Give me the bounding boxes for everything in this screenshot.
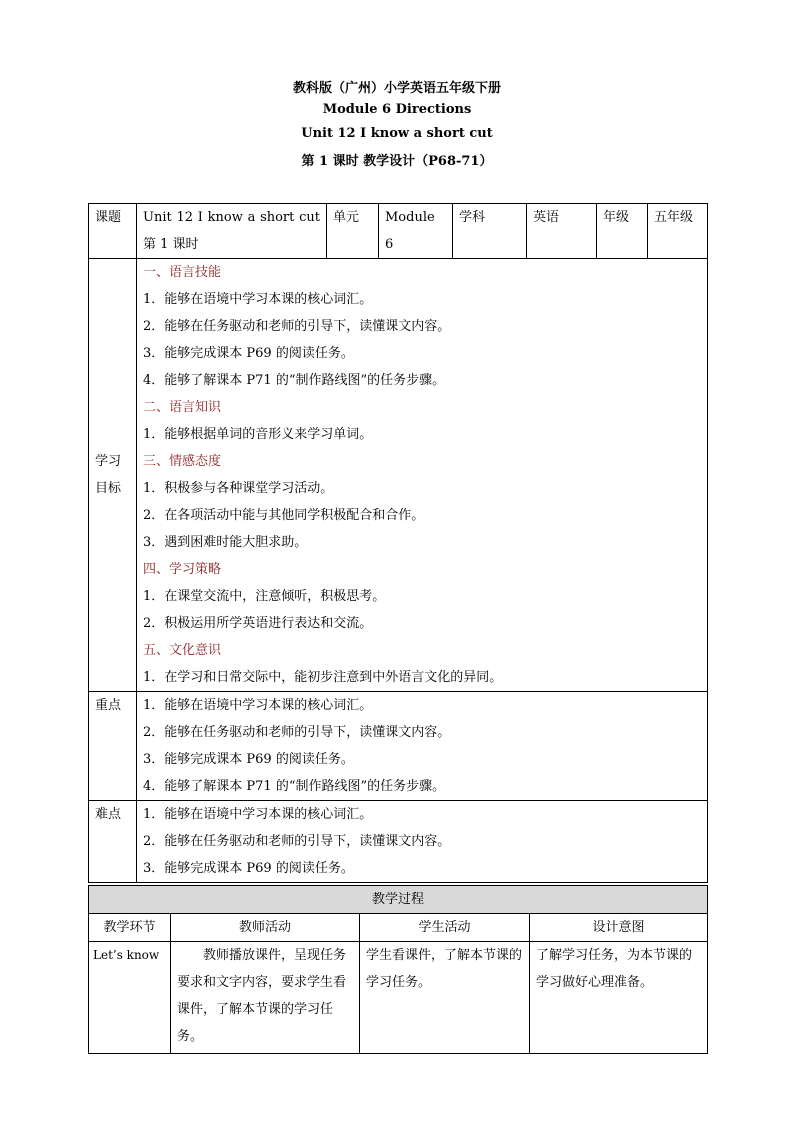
goals-item: 4．能够了解课本 P71 的“制作路线图”的任务步骤。 <box>143 373 446 388</box>
student-activity-cell: 学生看课件，了解本节课的学习任务。 <box>360 942 530 1054</box>
key-point-item: 1．能够在语境中学习本课的核心词汇。 <box>143 698 373 713</box>
key-points-label: 重点 <box>89 692 137 801</box>
lesson-plan-table <box>88 203 708 883</box>
grade-value: 五年级 <box>648 204 708 259</box>
difficult-point-item: 1．能够在语境中学习本课的核心词汇。 <box>143 807 373 822</box>
subject-label: 学科 <box>453 204 527 259</box>
goals-item: 2．积极运用所学英语进行表达和交流。 <box>143 616 373 631</box>
goals-item: 1．能够在语境中学习本课的核心词汇。 <box>143 292 373 307</box>
info-row <box>89 204 708 259</box>
goals-section-title: 二、语言知识 <box>143 400 222 415</box>
key-points-row <box>89 692 708 801</box>
module-title: Module 6 Directions <box>322 102 472 117</box>
key-points-content <box>137 692 708 801</box>
key-point-item: 4．能够了解课本 P71 的“制作路线图”的任务步骤。 <box>143 779 446 794</box>
goals-section-title: 四、学习策略 <box>143 562 222 577</box>
lesson-label: 课题 <box>89 204 137 259</box>
goals-label-line1: 学习 <box>95 454 122 469</box>
goals-item: 2．能够在任务驱动和老师的引导下，读懂课文内容。 <box>143 319 451 334</box>
key-point-item: 3．能够完成课本 P69 的阅读任务。 <box>143 752 354 767</box>
lesson-subtitle: 第 1 课时 教学设计（P68-71） <box>301 154 493 169</box>
goals-label-line2: 目标 <box>95 481 122 496</box>
goals-row <box>89 259 708 692</box>
difficult-points-label: 难点 <box>89 801 137 883</box>
difficult-point-item: 3．能够完成课本 P69 的阅读任务。 <box>143 861 354 876</box>
lesson-value <box>137 204 327 259</box>
header-stage: 教学环节 <box>89 914 171 942</box>
header-intent: 设计意图 <box>530 914 708 942</box>
difficult-points-row <box>89 801 708 883</box>
teacher-activity-cell: 教师播放课件，呈现任务要求和文字内容，要求学生看课件，了解本节课的学习任务。 <box>171 942 360 1054</box>
lesson-value-line1: Unit 12 I know a short cut <box>143 210 320 225</box>
key-point-item: 2．能够在任务驱动和老师的引导下，读懂课文内容。 <box>143 725 451 740</box>
header-student: 学生活动 <box>360 914 530 942</box>
unit-label: 单元 <box>327 204 379 259</box>
goals-content <box>137 259 708 692</box>
subject-value: 英语 <box>527 204 597 259</box>
goals-item: 2．在各项活动中能与其他同学积极配合和合作。 <box>143 508 425 523</box>
unit-value: Module 6 <box>379 204 453 259</box>
goals-item: 1．积极参与各种课堂学习活动。 <box>143 481 334 496</box>
goals-section-title: 五、文化意识 <box>143 643 222 658</box>
unit-title: Unit 12 I know a short cut <box>301 126 493 141</box>
goals-section-title: 一、语言技能 <box>143 265 222 280</box>
goals-section-title: 三、情感态度 <box>143 454 222 469</box>
teaching-process-table <box>88 885 708 1054</box>
process-title: 教学过程 <box>89 886 708 914</box>
stage-cell: Let’s know <box>89 942 171 1054</box>
process-row <box>89 942 708 1054</box>
lesson-value-line2: 第 1 课时 <box>143 237 199 252</box>
process-title-row <box>89 886 708 914</box>
grade-label: 年级 <box>597 204 648 259</box>
goals-item: 1．能够根据单词的音形义来学习单词。 <box>143 427 373 442</box>
difficult-points-content <box>137 801 708 883</box>
doc-title: 教科版（广州）小学英语五年级下册 <box>292 81 501 96</box>
difficult-point-item: 2．能够在任务驱动和老师的引导下，读懂课文内容。 <box>143 834 451 849</box>
goals-item: 3．遇到困难时能大胆求助。 <box>143 535 308 550</box>
header-teacher: 教师活动 <box>171 914 360 942</box>
process-header-row <box>89 914 708 942</box>
goals-item: 3．能够完成课本 P69 的阅读任务。 <box>143 346 354 361</box>
goals-item: 1．在课堂交流中，注意倾听，积极思考。 <box>143 589 386 604</box>
goals-label <box>89 259 137 692</box>
goals-item: 1．在学习和日常交际中，能初步注意到中外语言文化的异同。 <box>143 670 503 685</box>
intent-cell: 了解学习任务，为本节课的学习做好心理准备。 <box>530 942 708 1054</box>
